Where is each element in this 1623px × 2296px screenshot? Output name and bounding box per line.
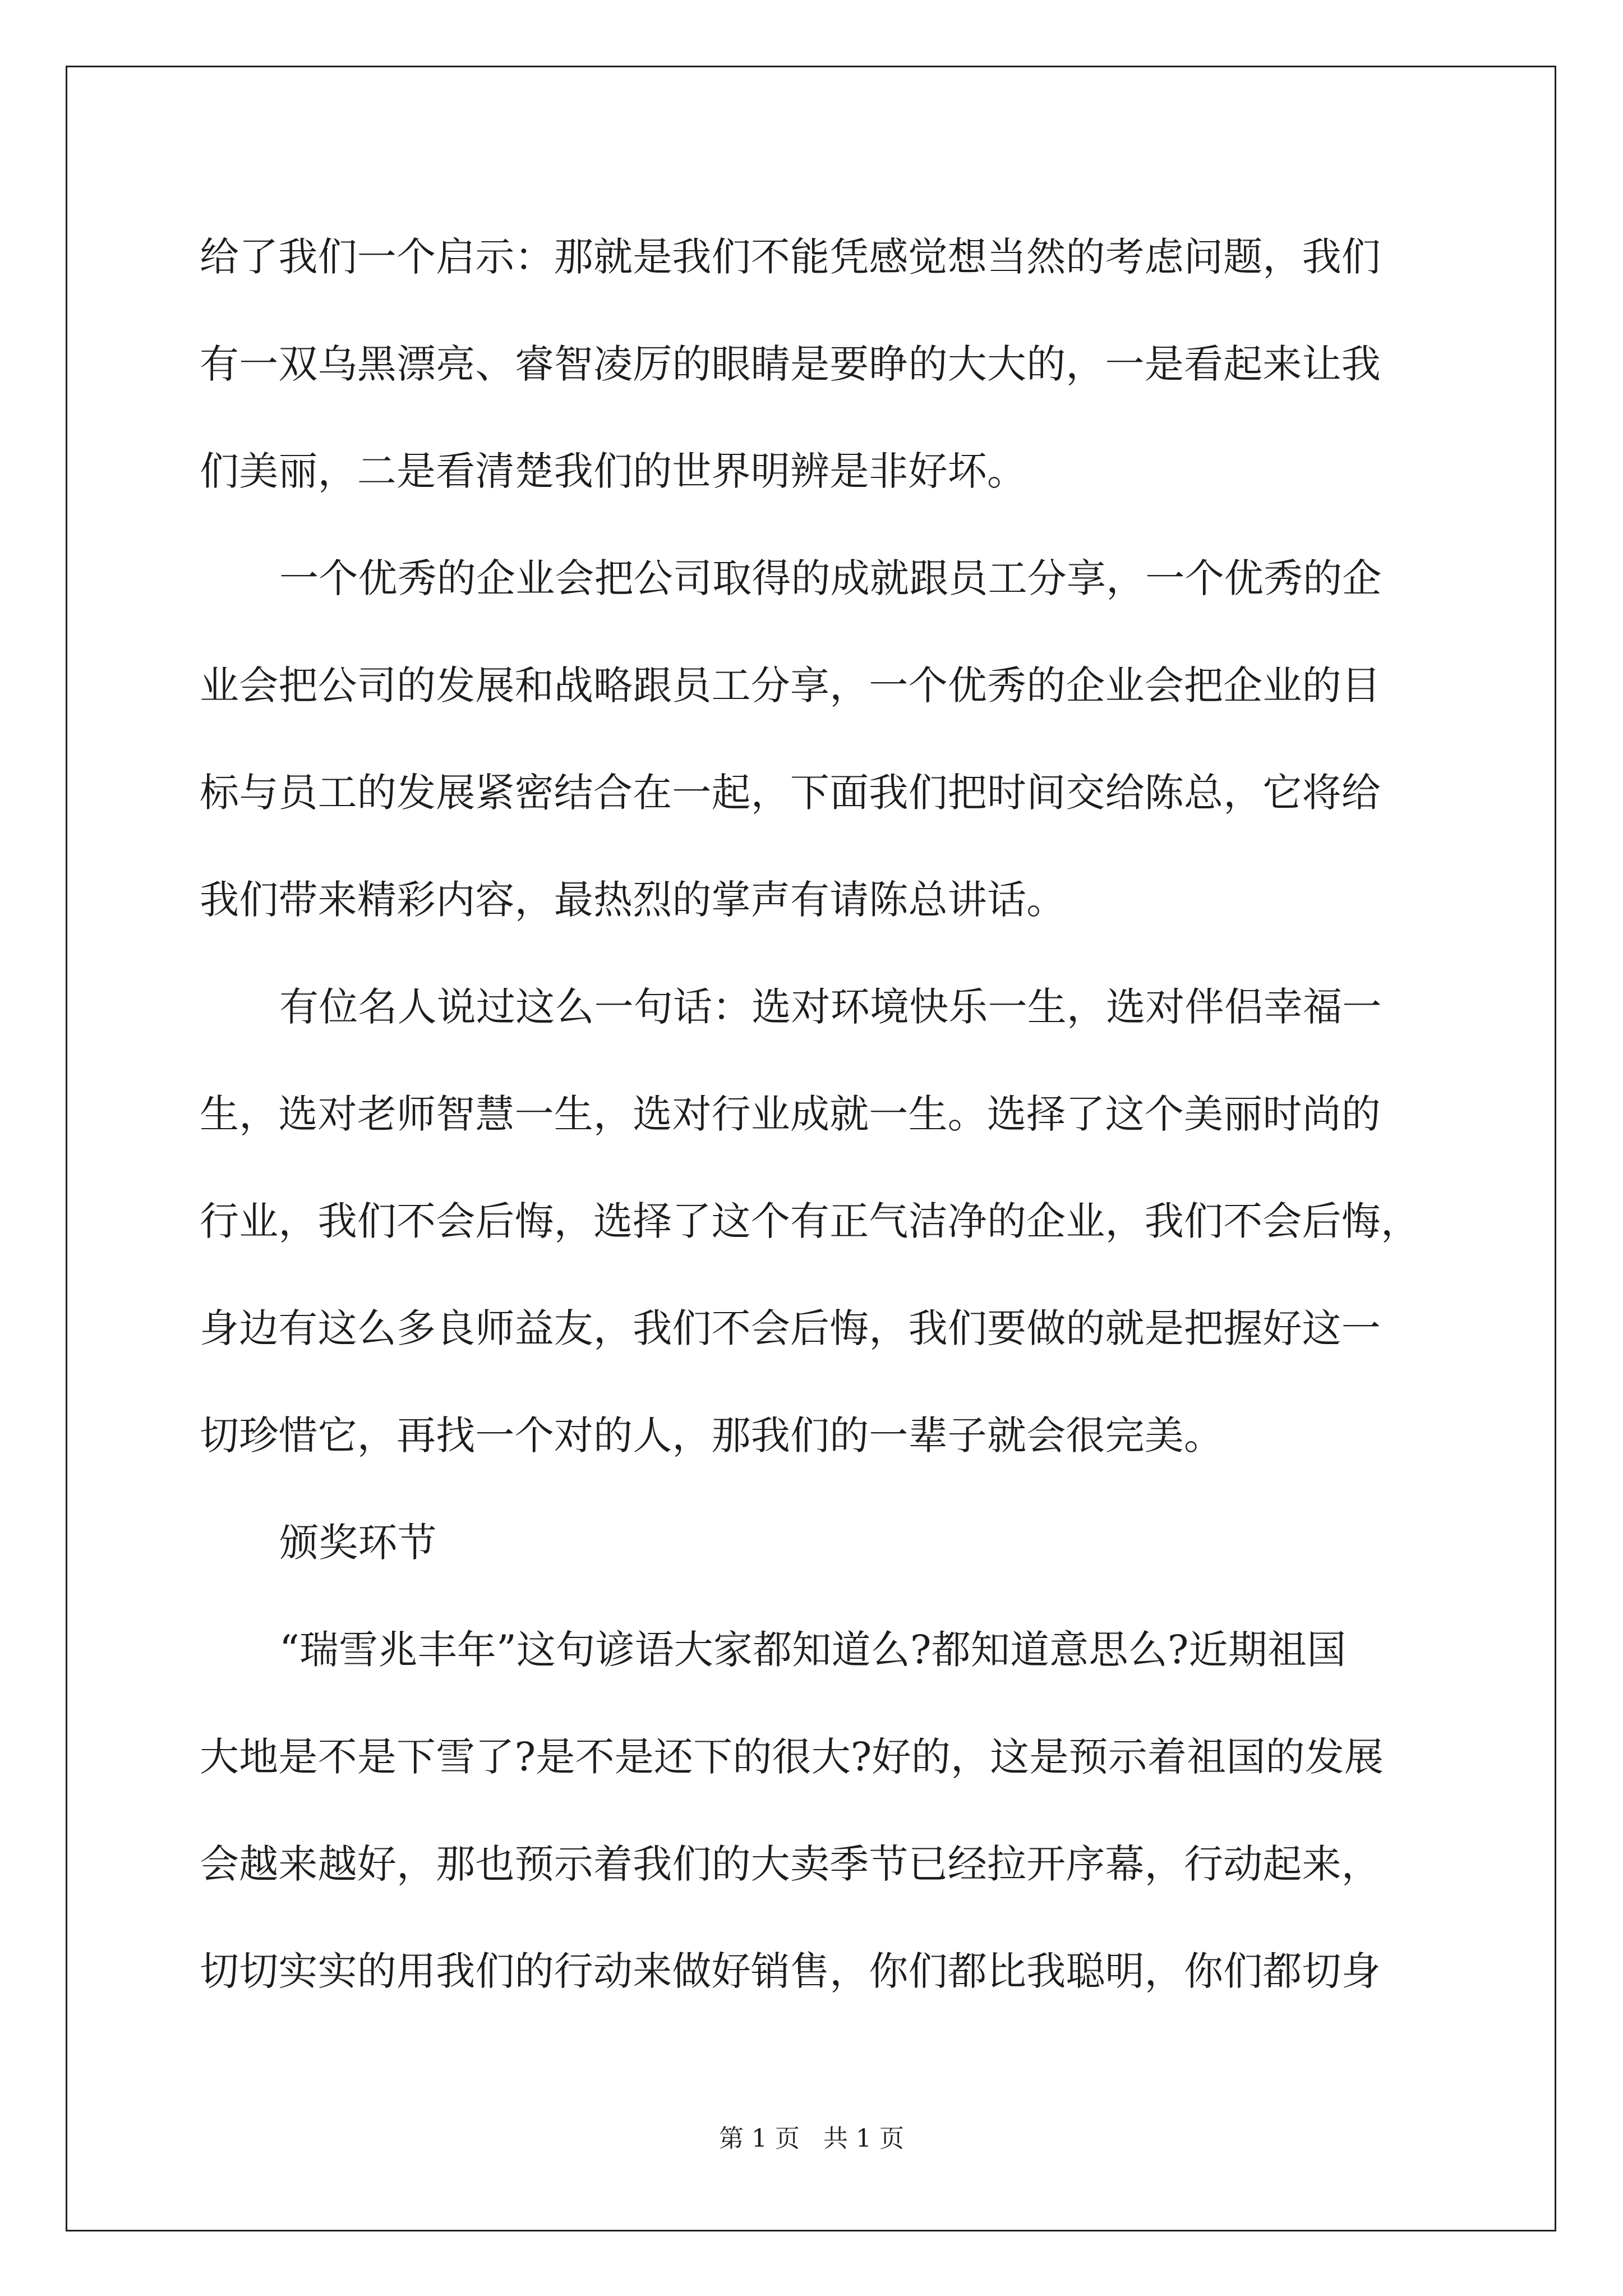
page-number-footer: 第 1 页 共 1 页 [719,2124,904,2153]
paragraph-line: 们美丽，二是看清楚我们的世界明辨是非好坏。 [200,448,1027,494]
paragraph-line: 有位名人说过这么一句话：选对环境快乐一生，选对伴侣幸福一 [279,984,1382,1030]
paragraph-line: 给了我们一个启示：那就是我们不能凭感觉想当然的考虑问题，我们 [200,234,1381,280]
paragraph-line: 我们带来精彩内容，最热烈的掌声有请陈总讲话。 [200,877,1066,923]
paragraph-line: 业会把公司的发展和战略跟员工分享，一个优秀的企业会把企业的目 [200,662,1381,708]
paragraph-line: 一个优秀的企业会把公司取得的成就跟员工分享，一个优秀的企 [279,555,1382,601]
paragraph-line: 生，选对老师智慧一生，选对行业成就一生。选择了这个美丽时尚的 [200,1091,1381,1137]
paragraph-line: 标与员工的发展紧密结合在一起，下面我们把时间交给陈总，它将给 [200,770,1381,816]
page-border [66,66,1556,2231]
paragraph-line: 会越来越好，那也预示着我们的大卖季节已经拉开序幕，行动起来， [200,1841,1381,1887]
paragraph-line: 有一双乌黑漂亮、睿智凌厉的眼睛是要睁的大大的，一是看起来让我 [200,341,1381,387]
paragraph-line: 行业，我们不会后悔，选择了这个有正气洁净的企业，我们不会后悔， [200,1198,1421,1244]
paragraph-line: 切切实实的用我们的行动来做好销售，你们都比我聪明，你们都切身 [200,1948,1381,1994]
section-heading: 颁奖环节 [279,1520,437,1566]
paragraph-line: “瑞雪兆丰年”这句谚语大家都知道么?都知道意思么?近期祖国 [279,1627,1347,1673]
paragraph-line: 身边有这么多良师益友，我们不会后悔，我们要做的就是把握好这一 [200,1305,1381,1351]
paragraph-line: 切珍惜它，再找一个对的人，那我们的一辈子就会很完美。 [200,1412,1224,1458]
paragraph-line: 大地是不是下雪了?是不是还下的很大?好的，这是预示着祖国的发展 [200,1734,1384,1780]
